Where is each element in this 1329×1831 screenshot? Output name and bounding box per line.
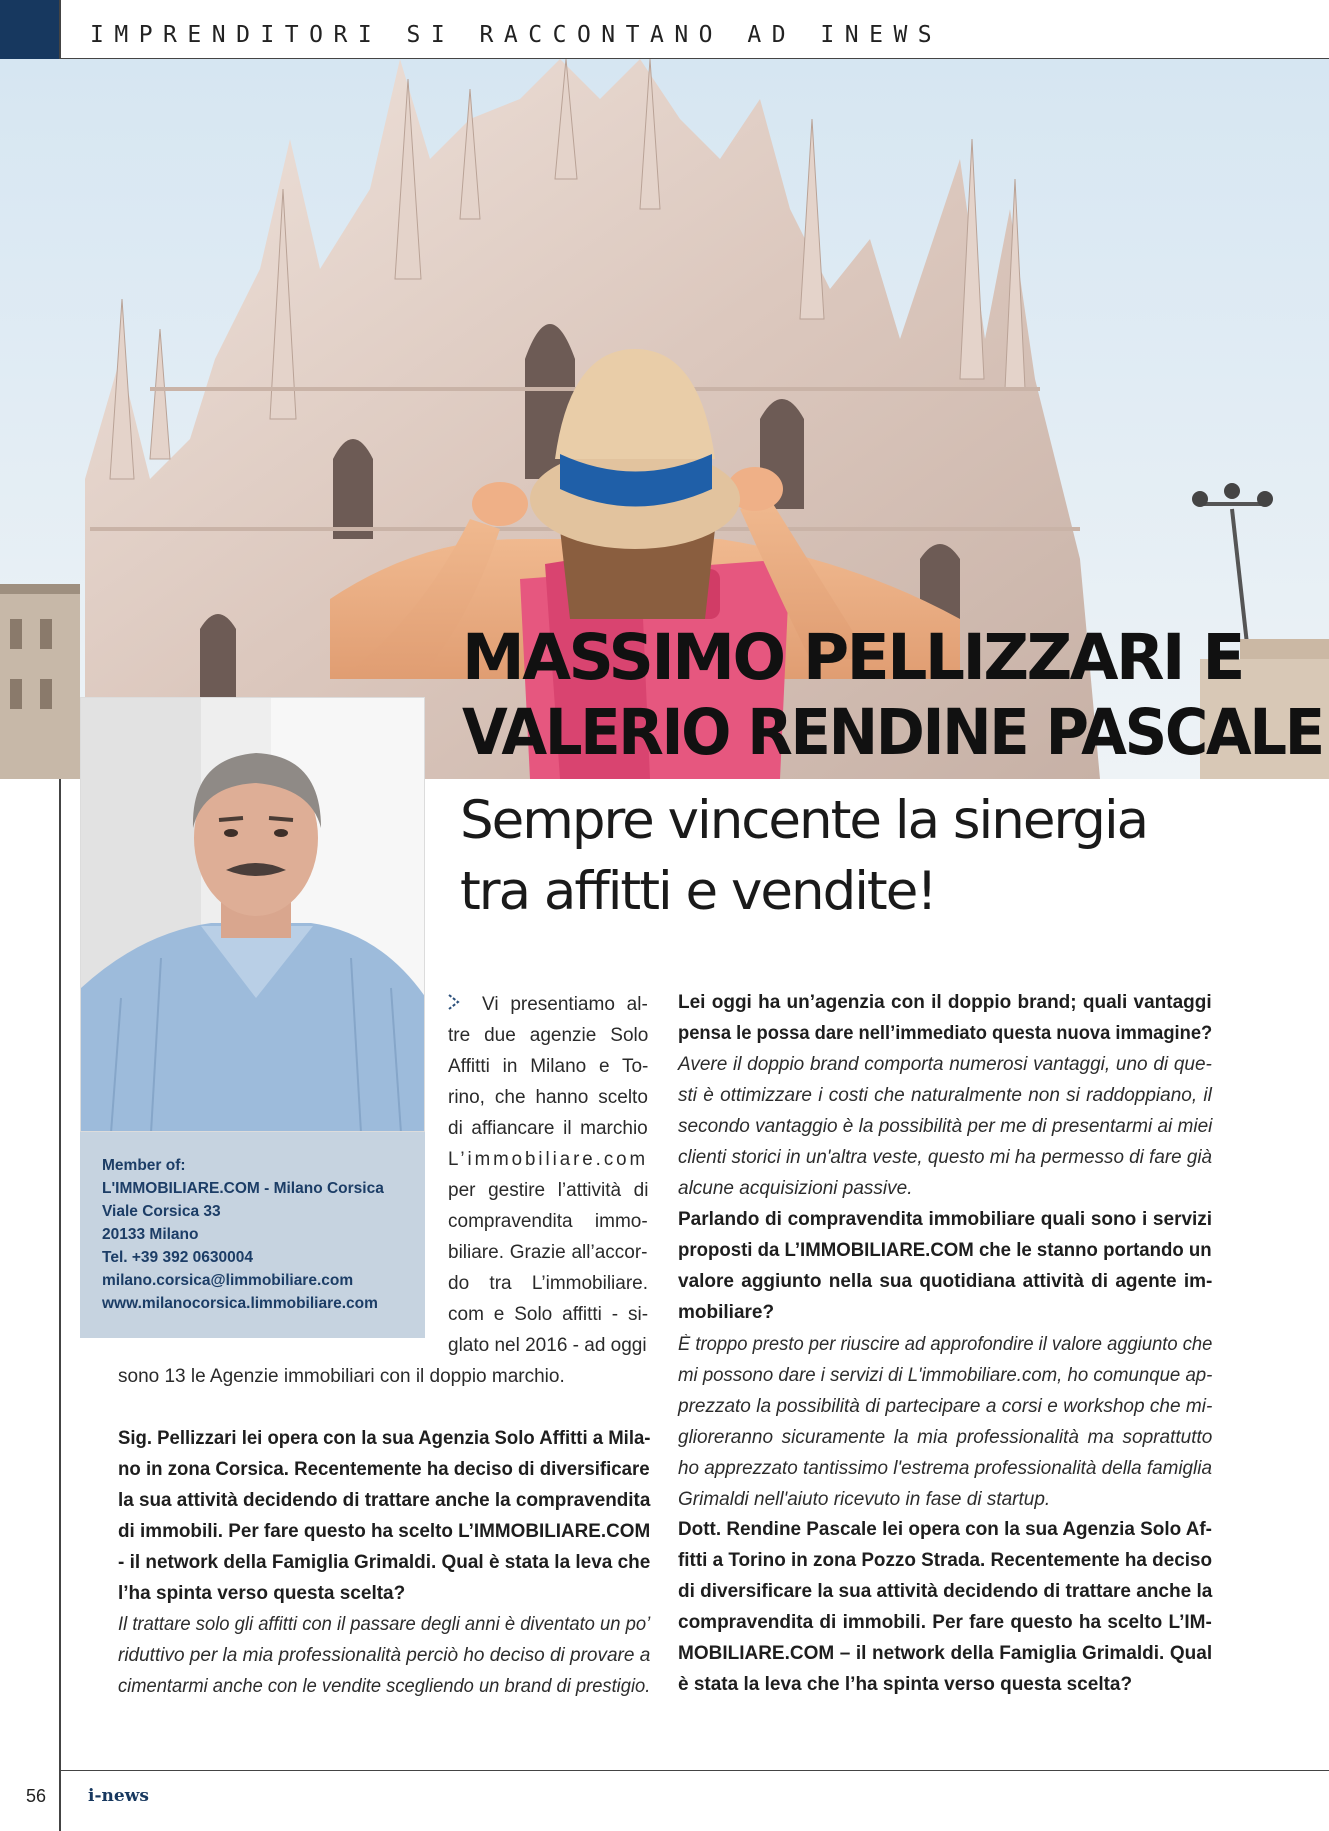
answer-line: cimentarmi anche con le vendite scegliendo un brand di prestigio. [118,1676,651,1697]
answer-line: prezzato la possibilità di partecipare a corsi e workshop che mi- [678,1396,1213,1417]
intro-line: di affiancare il marchio [448,1118,648,1139]
question-line: mobiliare? [678,1302,775,1323]
question-pellizzari [118,1423,650,1609]
headline-line: MASSIMO PELLIZZARI E [462,621,1243,694]
intro-line: Vi presentiamo al- [482,994,648,1015]
intro-line: glato nel 2016 - ad oggi [448,1335,647,1356]
answer-line: glioreranno sicuramente la mia professionalità ma soprattutto [678,1427,1213,1448]
intro-line: compravendita immo- [448,1211,648,1232]
answer-line: È troppo presto per riuscire ad approfondire il valore aggiunto che [678,1334,1213,1355]
intro-line: Affitti in Milano e To- [448,1056,649,1077]
question-line: Sig. Pellizzari lei opera con la sua Agenzia Solo Affitti a Mila- [118,1428,651,1449]
question-line: di immobili. Per fare questo ha scelto L’IMMOBILIARE.COM [118,1521,651,1542]
question-line: Dott. Rendine Pascale lei opera con la sua Agenzia Solo Af- [678,1519,1212,1540]
answer-line: secondo vantaggio è la possibilità per me di presentarmi ai miei [678,1116,1213,1137]
intro-line: per gestire l’attività di [448,1180,649,1201]
answer-line: Grimaldi nell'aiuto ricevuto in fase di startup. [678,1489,1051,1510]
question-line: pensa le possa dare nell’immediato questa nuova immagine? [678,1023,1213,1044]
answer-double-brand [678,1049,1212,1204]
footer-rule [60,1770,1329,1771]
question-line: di diversificare la sua attività decidendo di trattare anche la [678,1581,1213,1602]
magazine-logo: i-news [88,1786,149,1806]
question-line: Parlando di compravendita immobiliare quali sono i servizi [678,1209,1213,1230]
intro-line: biliare. Grazie all’accor- [448,1242,648,1263]
contact-agency: L'IMMOBILIARE.COM - Milano Corsica [102,1180,384,1197]
contact-phone: Tel. +39 392 0630004 [102,1249,253,1266]
answer-services [678,1329,1212,1515]
intro-line: com e Solo affitti - si- [448,1304,649,1325]
answer-line: Il trattare solo gli affitti con il passare degli anni è diventato un po’ [118,1614,651,1635]
question-line: no in zona Corsica. Recentemente ha deciso di diversificare [118,1459,650,1480]
article-headline [462,620,1322,770]
question-rendine-pascale [678,1514,1212,1700]
article-subtitle [460,785,1160,927]
intro-last-line: sono 13 le Agenzie immobiliari con il doppio marchio. [118,1366,565,1387]
question-line: la sua attività decidendo di trattare anche la compravendita [118,1490,651,1511]
contact-address: Viale Corsica 33 [102,1203,221,1220]
intro-line: do tra L’immobiliare. [448,1273,649,1294]
answer-line: clienti storici in un'altra veste, questo mi ha permesso di fare già [678,1147,1212,1168]
contact-city: 20133 Milano [102,1226,199,1243]
answer-line: mi possono dare i servizi di L'immobiliare.com, ho comunque ap- [678,1365,1213,1386]
subtitle-line: tra affitti e vendite! [460,861,936,922]
question-line: valore aggiunto nella sua quotidiana attività di agente im- [678,1271,1213,1292]
man-portrait-image [81,698,425,1132]
contact-box [80,1132,425,1338]
intro-line: rino, che hanno scelto [448,1087,648,1108]
answer-pellizzari [118,1609,650,1702]
page-number: 56 [26,1786,47,1806]
intro-line: L’immobiliare.com [448,1149,649,1170]
portrait-photo [80,697,425,1132]
answer-line: sti è ottimizzare i costi che naturalmente non si raddoppiano, il [678,1085,1212,1106]
question-services [678,1204,1212,1328]
question-line: compravendita di immobili. Per fare questo ha scelto L’IM- [678,1612,1212,1633]
question-line: MOBILIARE.COM – il network della Famiglia Grimaldi. Qual [678,1643,1213,1664]
question-line: l’ha spinta verso questa scelta? [118,1583,406,1604]
intro-paragraph [448,989,648,1361]
answer-line: riduttivo per la mia professionalità perciò ho deciso di provare a [118,1645,651,1666]
question-line: fitti a Torino in zona Pozzo Strada. Recentemente ha deciso [678,1550,1213,1571]
contact-member-label: Member of: [102,1157,186,1174]
question-line: proposti da L’IMMOBILIARE.COM che le stanno portando un [678,1240,1212,1261]
question-line: è stata la leva che l’ha spinta verso questa scelta? [678,1674,1133,1695]
contact-website: www.milanocorsica.limmobiliare.com [102,1295,378,1312]
answer-line: alcune acquisizioni passive. [678,1178,913,1199]
question-line: Lei oggi ha un’agenzia con il doppio brand; quali vantaggi [678,992,1212,1013]
question-line: - il network della Famiglia Grimaldi. Qual è stata la leva che [118,1552,651,1573]
headline-line: VALERIO RENDINE PASCALE [462,696,1323,769]
answer-line: ho apprezzato tantissimo l'estrema professionalità della famiglia [678,1458,1212,1479]
intro-line: tre due agenzie Solo [448,1025,649,1046]
answer-line: Avere il doppio brand comporta numerosi vantaggi, uno di que- [678,1054,1212,1075]
section-title: IMPRENDITORI SI RACCONTANO AD INEWS [90,22,943,48]
question-double-brand [678,987,1212,1049]
contact-email: milano.corsica@limmobiliare.com [102,1272,354,1289]
header-accent-block [0,0,60,59]
subtitle-line: Sempre vincente la sinergia [460,790,1148,851]
